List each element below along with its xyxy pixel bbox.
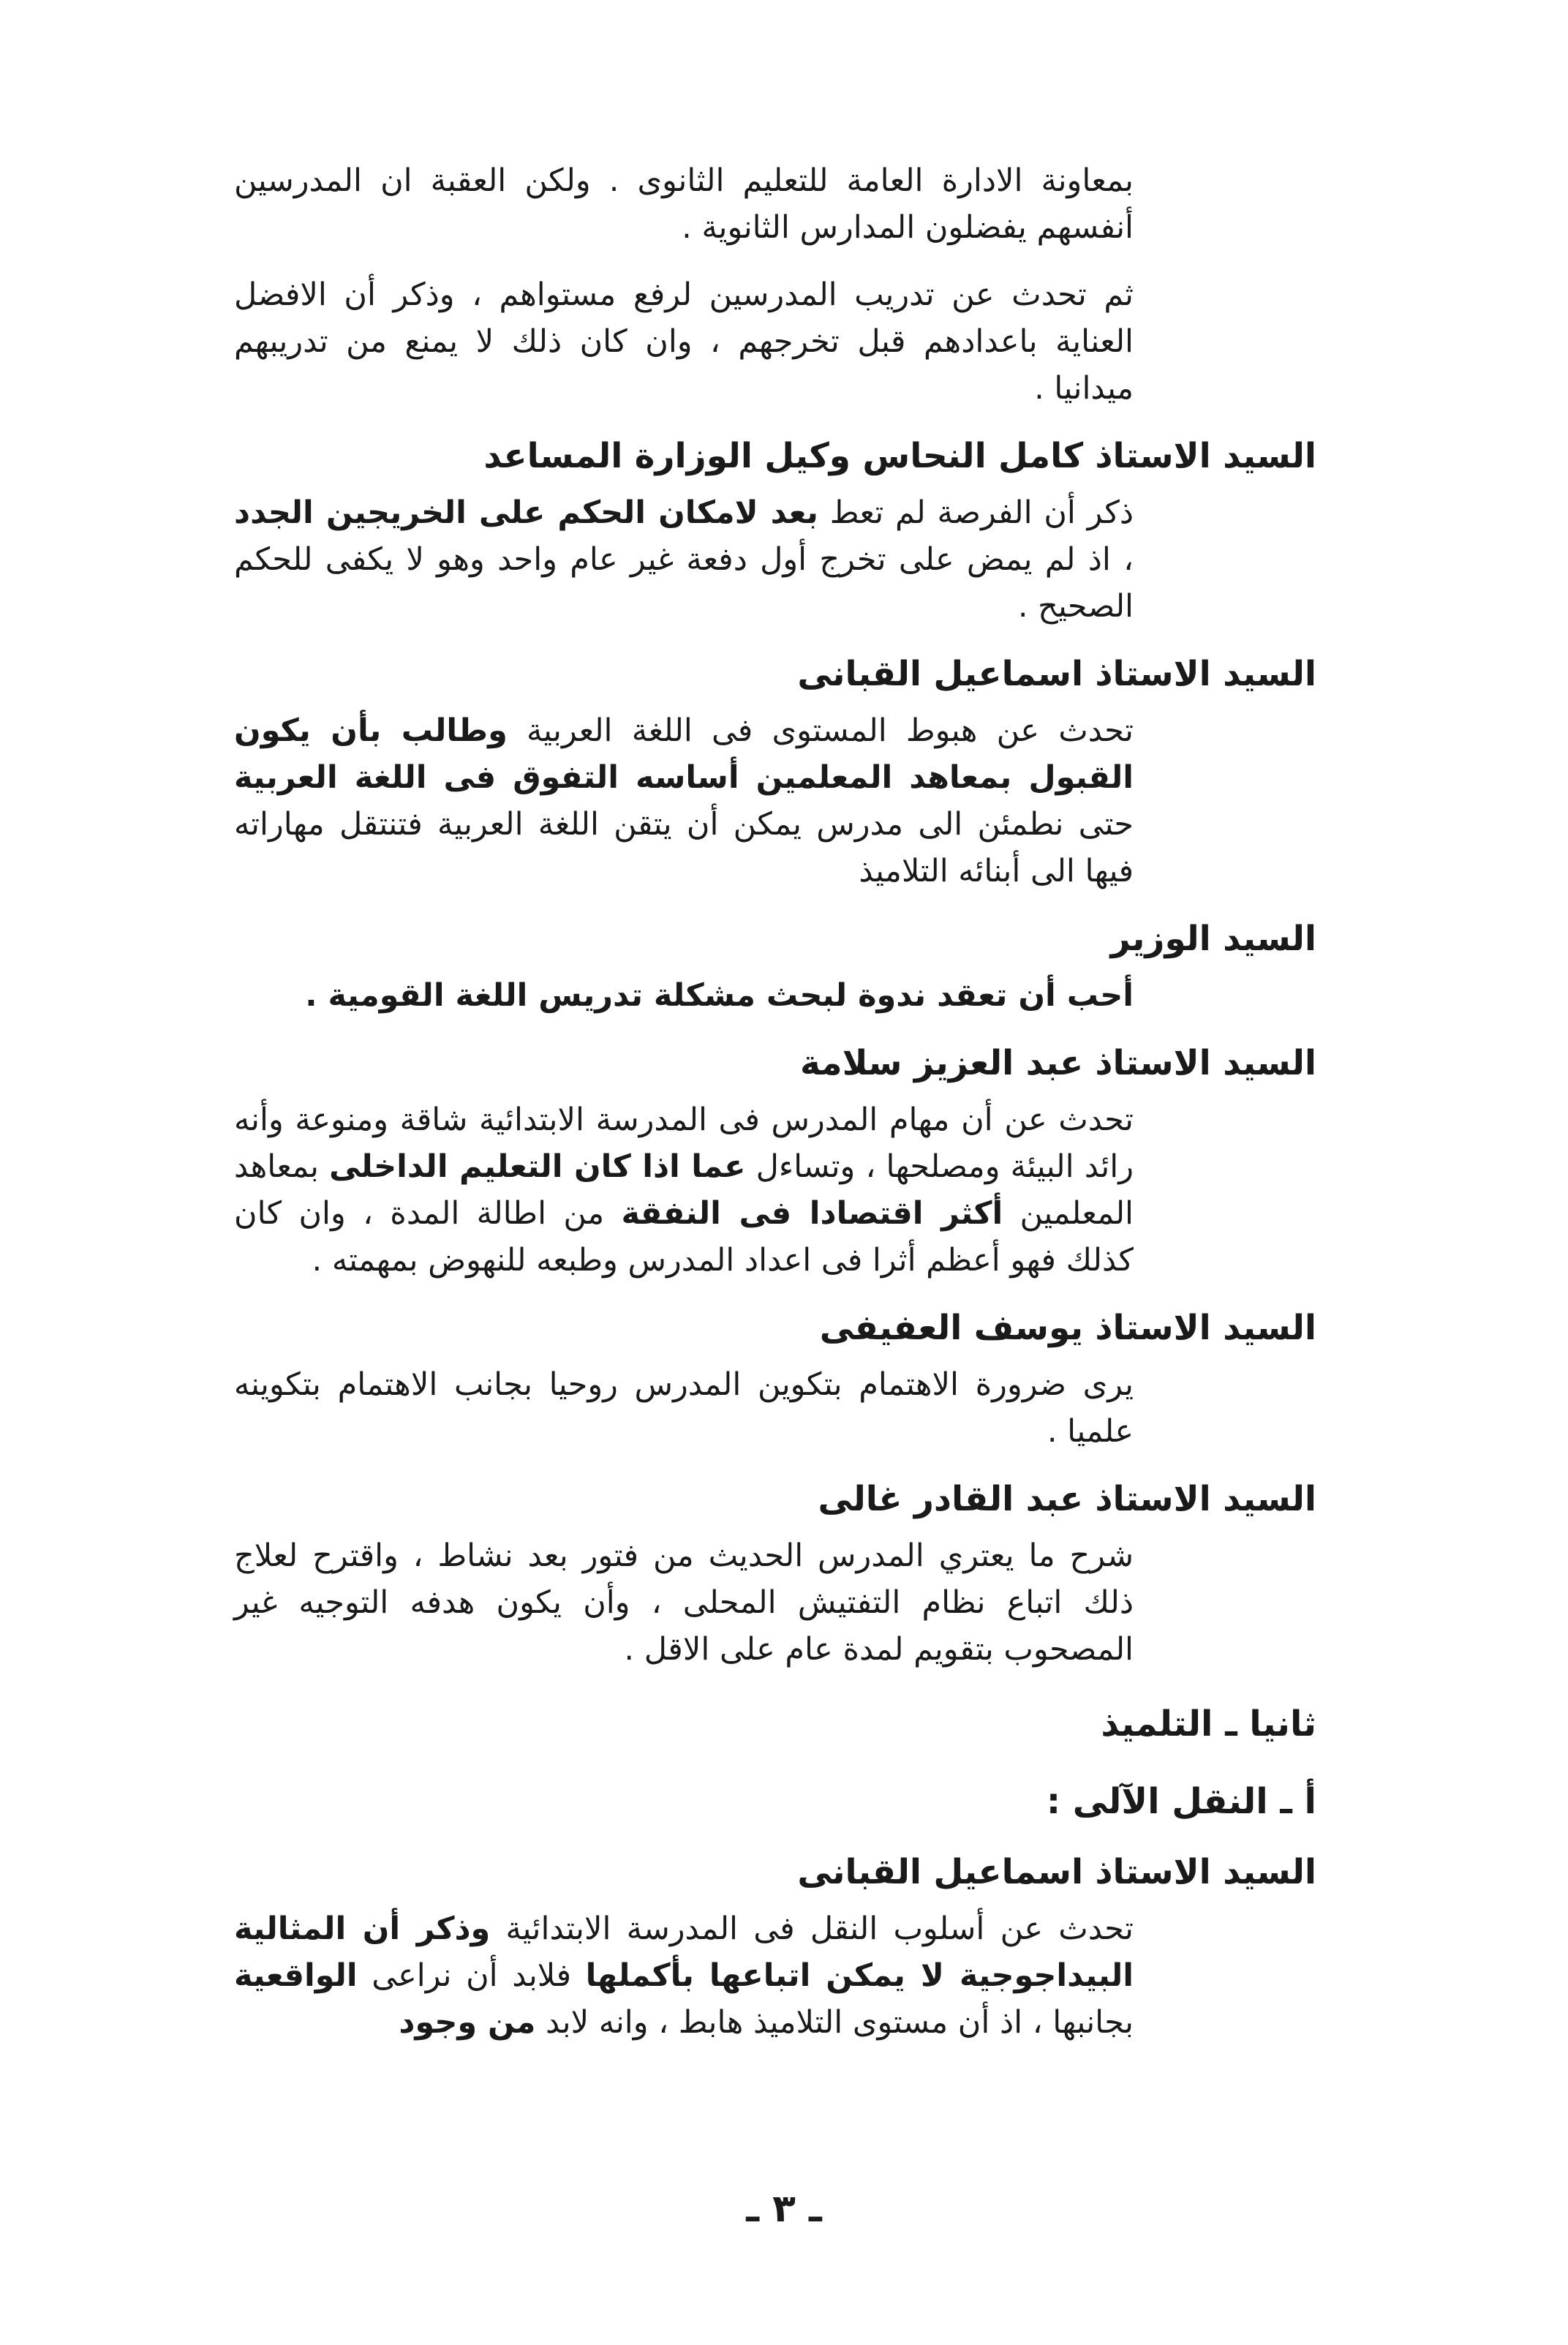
statement-text: تحدث عن أن مهام المدرس فى المدرسة الابتدائية شاقة ومنوعة وأنه رائد البيئة ومصلحها ، وتساءل — [234, 1102, 1134, 1185]
page-number: ـ ٣ ـ — [746, 2187, 822, 2231]
statement-text: بجانبها ، اذ أن مستوى التلاميذ هابط ، وانه لابد — [535, 2004, 1134, 2041]
speaker-name: السيد الاستاذ كامل النحاس وكيل الوزارة المساعد — [483, 436, 1316, 476]
statement-text: يرى ضرورة الاهتمام بتكوين المدرس روحيا بجانب الاهتمام بتكوينه علميا . — [234, 1366, 1134, 1450]
speaker-name: السيد الاستاذ اسماعيل القبانى — [797, 654, 1316, 694]
document-page — [234, 157, 1316, 2052]
speaker-statement — [234, 972, 1316, 1019]
section-subheading: أ ـ النقل الآلى : — [1046, 1781, 1316, 1822]
statement-emphasis: أحب أن تعقد ندوة لبحث مشكلة تدريس اللغة القومية . — [305, 977, 1134, 1014]
statement-text: تحدث عن أسلوب النقل فى المدرسة الابتدائية — [490, 1911, 1134, 1947]
speaker-name: السيد الاستاذ اسماعيل القبانى — [797, 1852, 1316, 1892]
intro-paragraph-1: بمعاونة الادارة العامة للتعليم الثانوى . ولكن العقبة ان المدرسين أنفسهم يفضلون المدارس الثانوية . — [234, 162, 1134, 246]
speaker-statement — [234, 489, 1316, 630]
statement-emphasis: عما اذا كان التعليم الداخلى — [329, 1148, 746, 1185]
statement-emphasis: وذكر أن المثالية البيداجوجية لا يمكن اتباعها بأكملها — [234, 1911, 1134, 1994]
section-heading: ثانيا ـ التلميذ — [1101, 1704, 1316, 1744]
statement-text: من اطالة المدة ، وان كان كذلك فهو أعظم أثرا فى اعداد المدرس وطبعه للنهوض بمهمته . — [234, 1195, 1134, 1279]
statement-text: شرح ما يعتري المدرس الحديث من فتور بعد نشاط ، واقترح لعلاج ذلك اتباع نظام التفتيش المحلى ، وأن يكون هدفه التوجيه غير المصحوب بتقويم لمدة عام على الاقل . — [234, 1537, 1134, 1668]
speaker-statement — [234, 1905, 1316, 2046]
statement-text: بمعاهد المعلمين — [234, 1148, 1134, 1232]
intro-paragraph-2: ثم تحدث عن تدريب المدرسين لرفع مستواهم ، وذكر أن الافضل العناية باعدادهم قبل تخرجهم ، وان كان ذلك لا يمنع من تدريبهم ميدانيا . — [234, 276, 1134, 407]
speaker-name: السيد الاستاذ يوسف العفيفى — [819, 1308, 1316, 1348]
speaker-name: السيد الاستاذ عبد القادر غالى — [818, 1479, 1316, 1519]
statement-emphasis: الواقعية — [234, 1957, 358, 1994]
statement-text: ذكر أن الفرصة لم تعط — [818, 494, 1134, 531]
statement-text: فلابد أن نراعى — [357, 1957, 586, 1994]
statement-emphasis: أكثر اقتصادا فى النفقة — [621, 1195, 1003, 1232]
speaker-name: السيد الوزير — [1110, 919, 1316, 959]
speaker-statement — [234, 707, 1316, 895]
statement-text: ، اذ لم يمض على تخرج أول دفعة غير عام واحد وهو لا يكفى للحكم الصحيح . — [234, 541, 1134, 625]
statement-text: حتى نطمئن الى مدرس يمكن أن يتقن اللغة العربية فتنتقل مهاراته فيها الى أبنائه التلاميذ — [234, 806, 1134, 889]
statement-emphasis: من وجود — [399, 2004, 536, 2041]
speaker-statement — [234, 1532, 1316, 1673]
speaker-name: السيد الاستاذ عبد العزيز سلامة — [799, 1043, 1316, 1083]
statement-emphasis: بعد لامكان الحكم على الخريجين الجدد — [234, 494, 818, 531]
statement-emphasis: وطالب بأن يكون القبول بمعاهد المعلمين أساسه التفوق فى اللغة العربية — [234, 712, 1134, 796]
speaker-statement — [234, 1096, 1316, 1284]
speaker-statement — [234, 1361, 1316, 1455]
statement-text: تحدث عن هبوط المستوى فى اللغة العربية — [507, 712, 1134, 749]
